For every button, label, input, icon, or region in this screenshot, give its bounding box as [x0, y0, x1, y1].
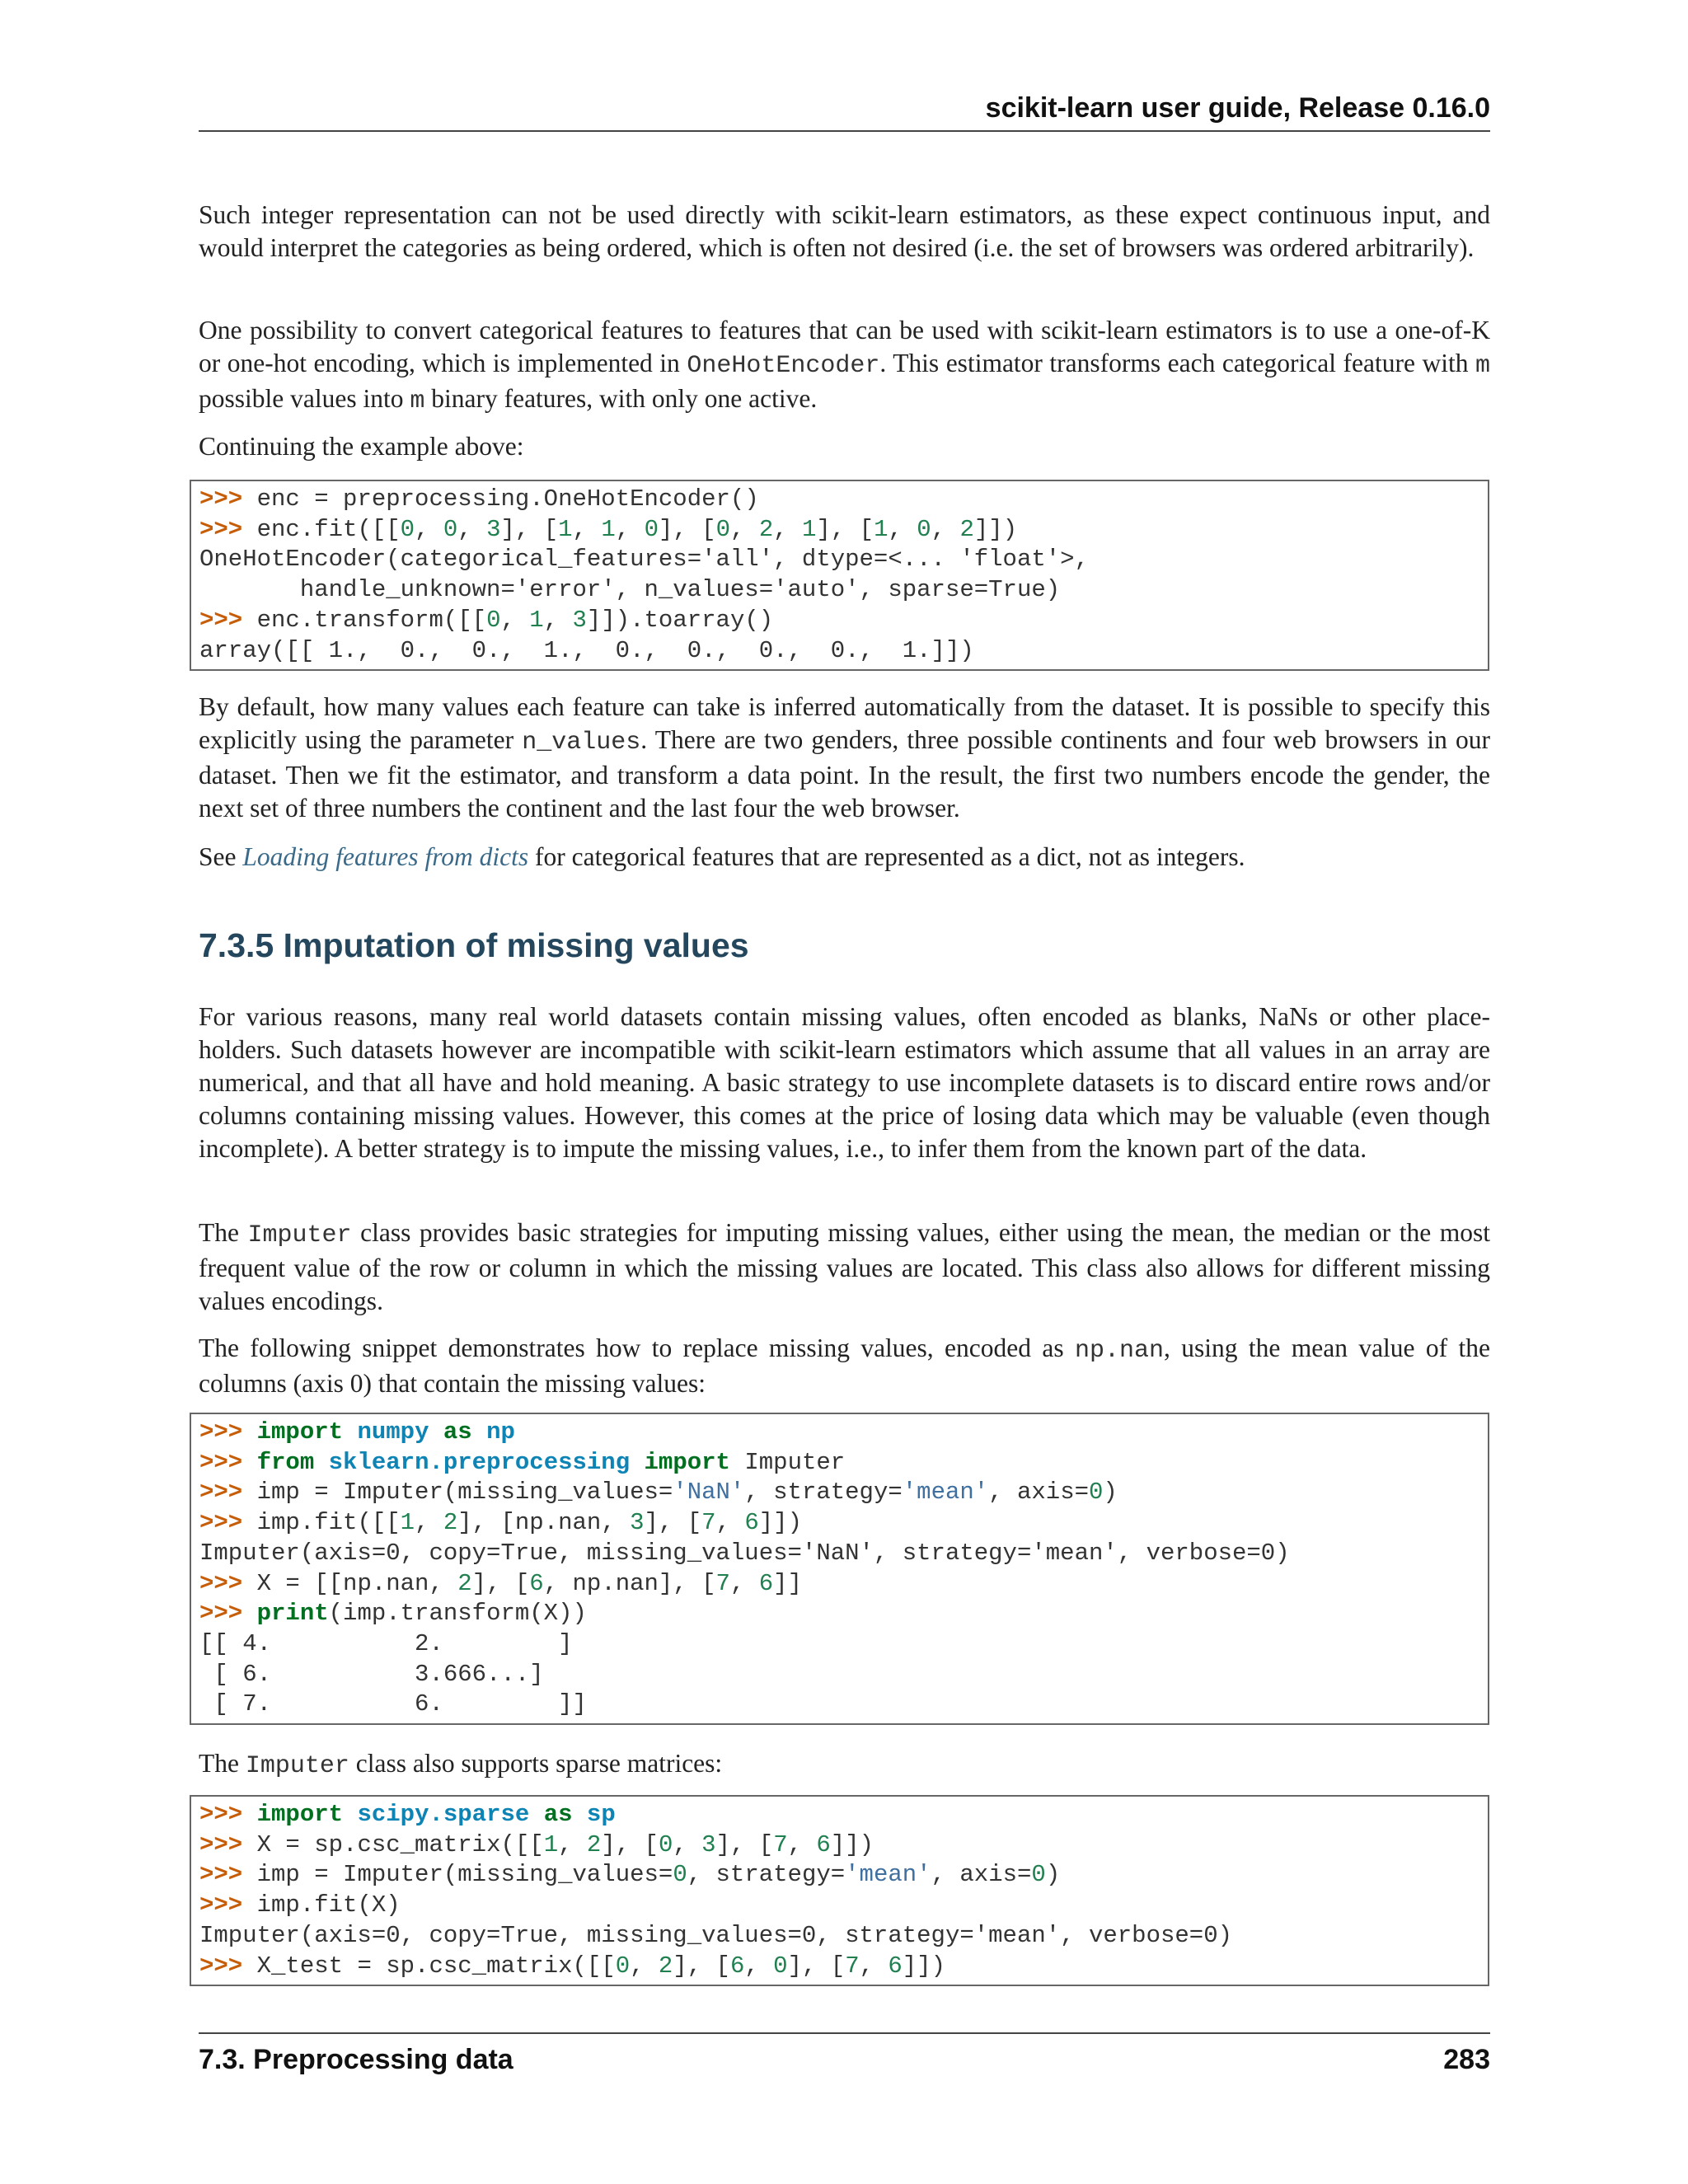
paragraph-continuing: Continuing the example above:	[199, 432, 524, 461]
header-title: scikit-learn user guide, Release 0.16.0	[985, 92, 1490, 124]
code-onehotencoder: OneHotEncoder	[687, 352, 880, 380]
link-loading-features[interactable]: Loading features from dicts	[242, 842, 529, 871]
paragraph-snippet: The following snippet demonstrates how to replace missing values, encoded as np.nan, using the mean value of the columns (axis 0) that contain the missing values:	[199, 1333, 1490, 1398]
footer-section: 7.3. Preprocessing data	[199, 2044, 513, 2075]
paragraph-integer-representation: Such integer representation can not be used directly with scikit-learn estimators, as these expect continuous input, and would interpret the categories as being ordered, which is often not desired (i.e. the set of browsers was ordered arbitrarily).	[199, 200, 1490, 262]
paragraph-sparse: The Imputer class also supports sparse matrices:	[199, 1749, 723, 1780]
page-number: 283	[1443, 2044, 1490, 2075]
page-header	[199, 92, 1490, 132]
paragraph-reasons: For various reasons, many real world datasets contain missing values, often encoded as blanks, NaNs or other place-holders. Such datasets however are incompatible with scikit-learn estimators which assume that all values in an array are numerical, and that all have and hold meaning. A basic strategy to use incomplete datasets is to discard entire rows and/or columns containing missing values. However, this comes at the price of losing data which may be valuable (even though incomplete). A better strategy is to impute the missing values, i.e., to infer them from the known part of the data.	[199, 1002, 1490, 1163]
page-footer	[199, 2032, 1490, 2074]
paragraph-imputer: The Imputer class provides basic strategies for imputing missing values, either using the mean, the median or the most frequent value of the row or column in which the missing values are located. This class also allows for different missing values encodings.	[199, 1218, 1490, 1315]
section-heading: 7.3.5 Imputation of missing values	[199, 926, 749, 964]
paragraph-see: See Loading features from dicts for categorical features that are represented as a dict, not as integers.	[199, 842, 1245, 871]
paragraph-default: By default, how many values each feature can take is inferred automatically from the dataset. It is possible to specify this explicitly using the parameter n_values. There are two genders, three possible continents and four web browsers in our dataset. Then we fit the estimator, and transform a data point. In the result, the first two numbers encode the gender, the next set of three numbers the continent and the last four the web browser.	[199, 692, 1490, 823]
code-block-imputer: >>> import numpy as np >>> from sklearn.preprocessing import Imputer >>> imp = Imputer(missing_values='NaN', strategy='mean', axis=0) >>> imp.fit([[1, 2], [np.nan, 3], [7, 6]]) Imputer(axis=0, copy=True, missing_values='NaN', strategy='mean', verbose=0) >>> X = [[np.nan, 2], [6, np.nan], [7, 6]] >>> print(imp.transform(X)) [[ 4. 2. ] [ 6. 3.666...] [ 7. 6. ]]	[190, 1413, 1489, 1725]
code-block-sparse: >>> import scipy.sparse as sp >>> X = sp.csc_matrix([[1, 2], [0, 3], [7, 6]]) >>> imp = Imputer(missing_values=0, strategy='mean', axis=0) >>> imp.fit(X) Imputer(axis=0, copy=True, missing_values=0, strategy='mean', verbose=0) >>> X_test = sp.csc_matrix([[0, 2], [6, 0], [7, 6]])	[190, 1795, 1489, 1986]
code-block-onehot: >>> enc = preprocessing.OneHotEncoder() >>> enc.fit([[0, 0, 3], [1, 1, 0], [0, 2, 1], [1, 0, 2]]) OneHotEncoder(categorical_features='all', dtype=<... 'float'>, handle_unknown='error', n_values='auto', sparse=True) >>> enc.transform([[0, 1, 3]]).toarray() array([[ 1., 0., 0., 1., 0., 0., 0., 0., 1.]])	[190, 480, 1489, 671]
paragraph-one-hot: One possibility to convert categorical features to features that can be used with scikit-learn estimators is to use a one-of-K or one-hot encoding, which is implemented in OneHotEncoder. This estimator transforms each categorical feature with m possible values into m binary features, with only one active.	[199, 316, 1490, 415]
